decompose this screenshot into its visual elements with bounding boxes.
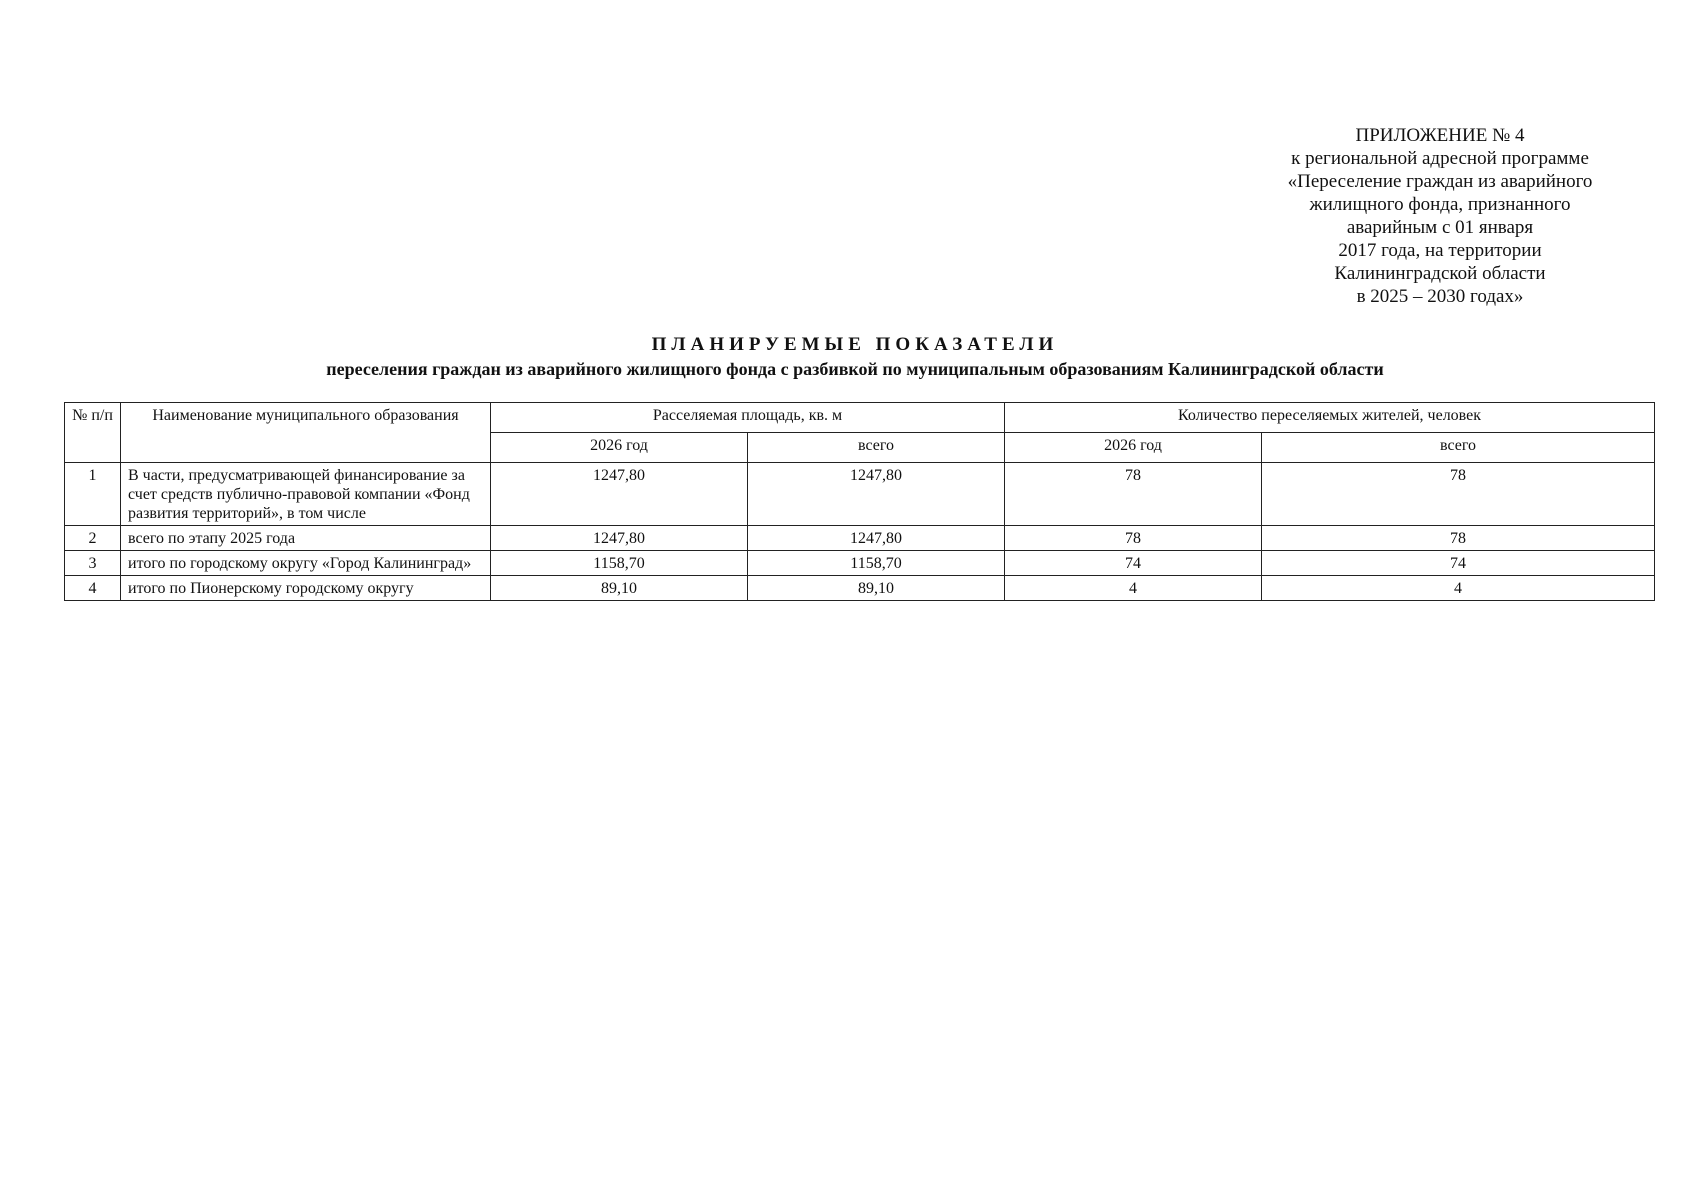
cell-people-total: 78 (1262, 463, 1655, 526)
appendix-line: «Переселение граждан из аварийного (1287, 171, 1593, 192)
appendix-line: ПРИЛОЖЕНИЕ № 4 (1355, 125, 1525, 146)
header-area-group: Расселяемая площадь, кв. м (491, 403, 1005, 433)
header-people-2026: 2026 год (1005, 433, 1262, 463)
document-heading (60, 334, 1650, 380)
document-subtitle: переселения граждан из аварийного жилищного фонда с разбивкой по муниципальным образованиям Калининградской области (326, 359, 1384, 379)
cell-num: 1 (65, 463, 121, 526)
cell-people-total: 4 (1262, 576, 1655, 601)
appendix-block (1250, 124, 1630, 308)
cell-area-total: 1158,70 (748, 551, 1005, 576)
cell-area-2026: 1158,70 (491, 551, 748, 576)
cell-area-2026: 89,10 (491, 576, 748, 601)
appendix-line: аварийным с 01 января (1346, 217, 1534, 238)
table-header-row (65, 403, 1655, 433)
cell-area-total: 89,10 (748, 576, 1005, 601)
table-row (65, 576, 1655, 601)
cell-name: всего по этапу 2025 года (121, 526, 491, 551)
cell-name: итого по Пионерскому городскому округу (121, 576, 491, 601)
header-people-total: всего (1262, 433, 1655, 463)
cell-name: В части, предусматривающей финансирование за счет средств публично-правовой компании «Фонд развития территорий», в том числе (121, 463, 491, 526)
cell-people-2026: 74 (1005, 551, 1262, 576)
cell-num: 4 (65, 576, 121, 601)
header-area-2026: 2026 год (491, 433, 748, 463)
header-num: № п/п (65, 403, 121, 463)
cell-num: 3 (65, 551, 121, 576)
cell-people-2026: 4 (1005, 576, 1262, 601)
cell-people-2026: 78 (1005, 526, 1262, 551)
cell-people-2026: 78 (1005, 463, 1262, 526)
cell-people-total: 78 (1262, 526, 1655, 551)
header-people-group: Количество переселяемых жителей, человек (1005, 403, 1655, 433)
document-title: ПЛАНИРУЕМЫЕ ПОКАЗАТЕЛИ (651, 334, 1059, 355)
cell-area-total: 1247,80 (748, 463, 1005, 526)
table-row (65, 526, 1655, 551)
appendix-line: к региональной адресной программе (1291, 148, 1589, 169)
appendix-line: Калининградской области (1334, 263, 1546, 284)
appendix-line: 2017 года, на территории (1338, 240, 1542, 261)
appendix-line: жилищного фонда, признанного (1309, 194, 1571, 215)
table-row (65, 551, 1655, 576)
header-name: Наименование муниципального образования (121, 403, 491, 463)
header-area-total: всего (748, 433, 1005, 463)
cell-name: итого по городскому округу «Город Калининград» (121, 551, 491, 576)
cell-area-2026: 1247,80 (491, 526, 748, 551)
appendix-line: в 2025 – 2030 годах» (1356, 286, 1524, 307)
cell-people-total: 74 (1262, 551, 1655, 576)
cell-num: 2 (65, 526, 121, 551)
cell-area-2026: 1247,80 (491, 463, 748, 526)
table-row (65, 463, 1655, 526)
cell-area-total: 1247,80 (748, 526, 1005, 551)
indicators-table (64, 402, 1655, 601)
